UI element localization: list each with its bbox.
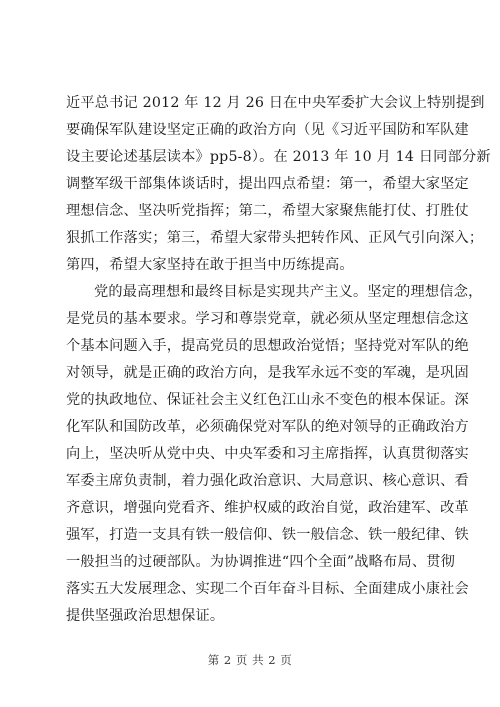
text-line: 党的执政地位、保证社会主义红色江山永不变色的根本保证。深 [66, 392, 469, 408]
text-line: 提供坚强政治思想保证。 [66, 608, 225, 624]
text-line: 落实五大发展理念、实现二个百年奋斗目标、全面建成小康社会 [66, 581, 469, 597]
page-number-footer: 第 2 页 共 2 页 [207, 653, 293, 667]
text-line: 是党员的基本要求。学习和尊崇党章，就必须从坚定理想信念这 [66, 311, 469, 327]
text-line: 向上，坚决听从党中央、中央军委和习主席指挥，认真贯彻落实 [66, 446, 469, 462]
text-line: 近平总书记 2012 年 12 月 26 日在中央军委扩大会议上特别提到 [66, 95, 485, 111]
text-line: 狠抓工作落实；第三，希望大家带头把转作风、正风气引向深入； [66, 230, 484, 246]
text-line: 化军队和国防改革，必须确保党对军队的绝对领导的正确政治方 [66, 419, 469, 435]
text-line: 对领导，就是正确的政治方向，是我军永远不变的军魂，是巩固 [66, 365, 469, 381]
text-line: 军委主席负责制，着力强化政治意识、大局意识、核心意识、看 [66, 473, 469, 489]
paragraph-first-line: 党的最高理想和最终目标是实现共产主义。坚定的理想信念， [94, 284, 483, 300]
text-line: 齐意识，增强向党看齐、维护权威的政治自觉，政治建军、改革 [66, 500, 469, 516]
text-line: 强军，打造一支具有铁一般信仰、铁一般信念、铁一般纪律、铁 [66, 527, 469, 543]
text-line: 一般担当的过硬部队。为协调推进“四个全面”战略布局、贯彻 [66, 554, 455, 570]
document-body [66, 90, 491, 630]
text-line: 个基本问题入手，提高党员的思想政治觉悟；坚持党对军队的绝 [66, 338, 469, 354]
text-line: 要确保军队建设坚定正确的政治方向（见《习近平国防和军队建 [66, 122, 469, 138]
text-line: 调整军级干部集体谈话时，提出四点希望：第一，希望大家坚定 [66, 176, 469, 192]
text-line: 第四，希望大家坚持在敢于担当中历练提高。 [66, 257, 354, 273]
text-line: 理想信念、坚决听党指挥；第二，希望大家聚焦能打仗、打胜仗 [66, 203, 469, 219]
text-line: 设主要论述基层读本》pp5-8）。在 2013 年 10 月 14 日同部分新 [66, 149, 491, 165]
